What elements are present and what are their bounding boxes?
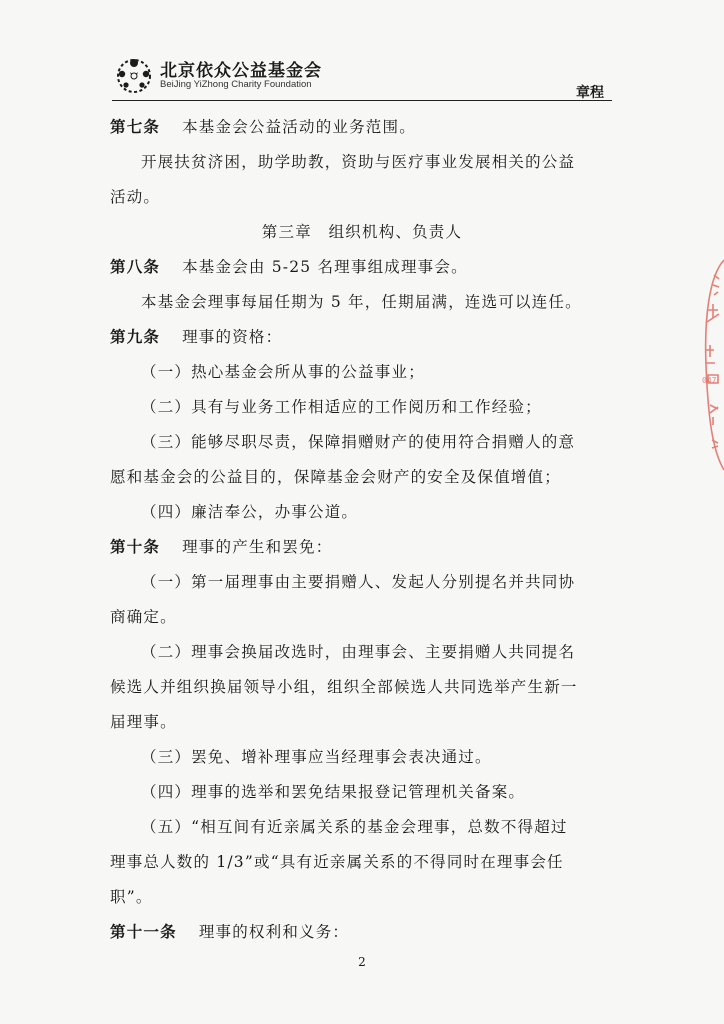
page-number: 2 bbox=[358, 955, 366, 969]
article-9-heading bbox=[110, 320, 614, 355]
list-item: （二）理事会换届改选时，由理事会、主要捐赠人共同提名 bbox=[141, 643, 576, 661]
article-text: 本基金会由 5-25 名理事组成理事会。 bbox=[182, 258, 468, 276]
article-text: 理事的资格： bbox=[182, 328, 283, 346]
list-item: （三）能够尽职尽责，保障捐赠财产的使用符合捐赠人的意 bbox=[141, 433, 576, 451]
paragraph: 本基金会理事每届任期为 5 年，任期届满，连选可以连任。 bbox=[141, 293, 582, 311]
document-body bbox=[110, 110, 614, 950]
article-8-heading bbox=[110, 250, 614, 285]
list-item: （五）“相互间有近亲属关系的基金会理事，总数不得超过 bbox=[141, 818, 568, 836]
article-number: 第七条 bbox=[110, 118, 161, 136]
list-item: （一）第一届理事由主要捐赠人、发起人分别提名并共同协 bbox=[141, 573, 576, 591]
list-item: （一）热心基金会所从事的公益事业； bbox=[141, 363, 425, 381]
article-number: 第九条 bbox=[110, 328, 161, 346]
paragraph: 开展扶贫济困，助学助教，资助与医疗事业发展相关的公益 bbox=[141, 153, 576, 171]
list-item-continuation: 理事总人数的 1/3”或“具有近亲属关系的不得同时在理事会任 bbox=[110, 853, 564, 871]
letterhead bbox=[112, 52, 612, 104]
article-number: 第十条 bbox=[110, 538, 161, 556]
list-item-continuation: 愿和基金会的公益目的，保障基金会财产的安全及保值增值； bbox=[110, 468, 561, 486]
chapter-title: 第三章 组织机构、负责人 bbox=[261, 223, 463, 241]
article-10-heading bbox=[110, 530, 614, 565]
article-text: 理事的权利和义务： bbox=[198, 923, 350, 941]
list-item-continuation: 届理事。 bbox=[110, 713, 177, 731]
red-seal-stamp-icon bbox=[696, 255, 724, 475]
list-item: （二）具有与业务工作相适应的工作阅历和工作经验； bbox=[141, 398, 542, 416]
list-item-continuation: 候选人并组织换届领导小组，组织全部候选人共同选举产生新一 bbox=[110, 678, 578, 696]
org-name-en: BeiJing YiZhong Charity Foundation bbox=[160, 79, 312, 90]
article-7-heading bbox=[110, 110, 614, 145]
foundation-logo-icon bbox=[112, 54, 156, 94]
article-number: 第十一条 bbox=[110, 923, 177, 941]
list-item: （四）理事的选举和罢免结果报登记管理机关备案。 bbox=[141, 783, 526, 801]
header-divider bbox=[112, 100, 612, 101]
svg-text:047: 047 bbox=[702, 376, 717, 385]
article-11-heading bbox=[110, 915, 614, 950]
list-item-continuation: 职”。 bbox=[110, 888, 153, 906]
list-item-continuation: 商确定。 bbox=[110, 608, 177, 626]
article-text: 本基金会公益活动的业务范围。 bbox=[182, 118, 416, 136]
article-text: 理事的产生和罢免： bbox=[182, 538, 333, 556]
paragraph: 活动。 bbox=[110, 188, 161, 206]
list-item: （四）廉洁奉公，办事公道。 bbox=[141, 503, 359, 521]
article-number: 第八条 bbox=[110, 258, 161, 276]
doc-type-label: 章程 bbox=[576, 85, 604, 101]
org-name-cn: 北京依众公益基金会 bbox=[160, 61, 322, 81]
list-item: （三）罢免、增补理事应当经理事会表决通过。 bbox=[141, 748, 492, 766]
